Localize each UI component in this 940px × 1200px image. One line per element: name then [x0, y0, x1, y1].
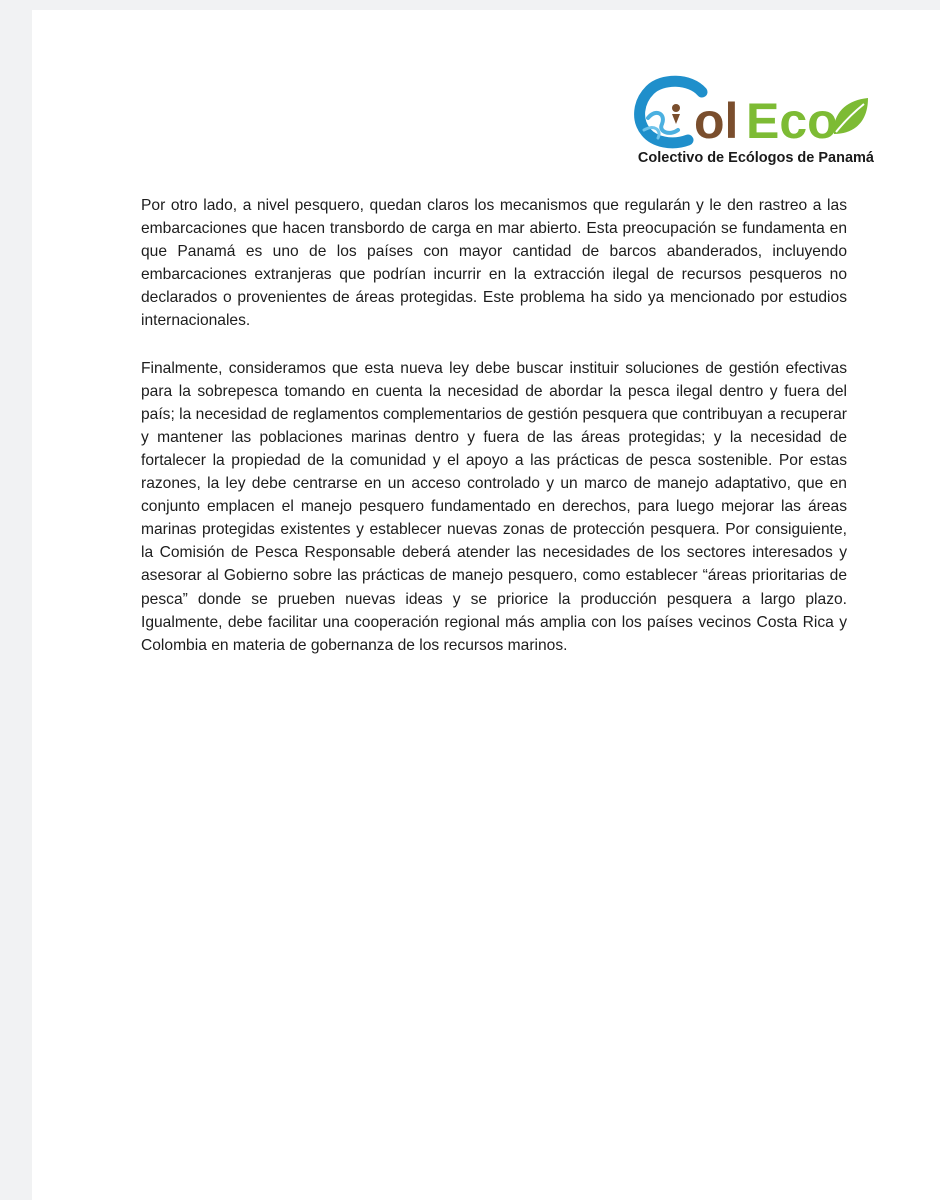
document-body — [141, 194, 847, 681]
coleco-logo-graphic — [632, 74, 872, 150]
paragraph: Por otro lado, a nivel pesquero, quedan claros los mecanismos que regularán y le den rastreo a las embarcaciones que hacen transbordo de carga en mar abierto. Esta preocupación se fundamenta en que Panamá es uno de los países con mayor cantidad de barcos abanderados, incluyendo embarcaciones extranjeras que podrían incurrir en la extracción ilegal de recursos pesqueros no declarados o provenientes de áreas protegidas. Este problema ha sido ya mencionado por estudios internacionales. — [141, 197, 847, 330]
organization-name: Colectivo de Ecólogos de Panamá — [637, 150, 874, 166]
logo-text-ol: ol — [694, 93, 739, 149]
document-page — [32, 10, 940, 1200]
wave-emblem-icon — [640, 81, 702, 143]
coleco-logo — [632, 74, 872, 150]
logo-text-eco: Eco — [746, 93, 838, 149]
leaf-icon — [834, 98, 868, 134]
paragraph: Finalmente, consideramos que esta nueva ley debe buscar instituir soluciones de gestión efectivas para la sobrepesca tomando en cuenta la necesidad de abordar la pesca ilegal dentro y fuera del país; la necesidad de reglamentos complementarios de gestión pesquera que contribuyan a recuperar y mantener las poblaciones marinas dentro y fuera de las áreas protegidas; y la necesidad de fortalecer la propiedad de la comunidad y el apoyo a las prácticas de pesca sostenible. Por estas razones, la ley debe centrarse en un acceso controlado y un marco de manejo adaptativo, que en conjunto emplacen el manejo pesquero fundamentado en derechos, para luego mejorar las áreas marinas protegidas existentes y establecer nuevas zonas de protección pesquera. Por consiguiente, la Comisión de Pesca Responsable deberá atender las necesidades de los sectores interesados y asesorar al Gobierno sobre las prácticas de manejo pesquero, como establecer “áreas prioritarias de pesca” donde se prueben nuevas ideas y se priorice la producción pesquera a largo plazo. Igualmente, debe facilitar una cooperación regional más amplia con los países vecinos Costa Rica y Colombia en materia de gobernanza de los recursos marinos. — [141, 359, 847, 654]
